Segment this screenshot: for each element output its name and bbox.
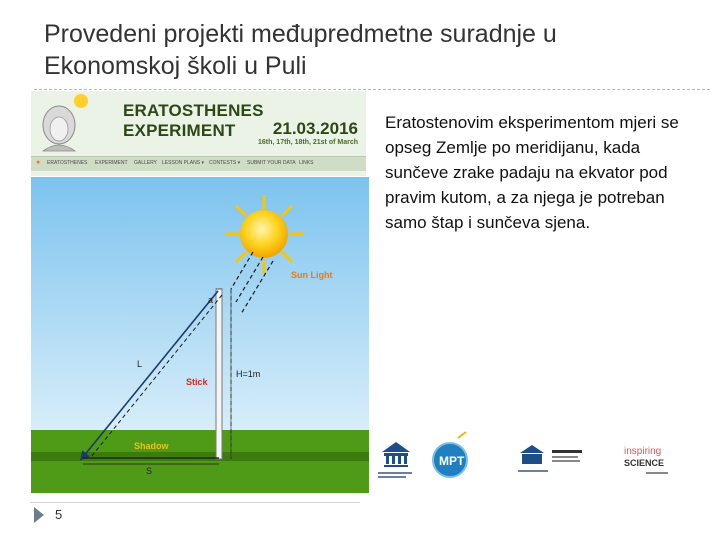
ground — [31, 430, 369, 493]
body-text: Eratostenovim eksperimentom mjeri se opseg Zemlje po meridijanu, kada sunčeve zrake padaju na ekvator pod pravim kutom, a za njega je potreban samo štap i sunčeva sjena. — [385, 113, 679, 232]
nav-item-submit-data[interactable]: SUBMIT YOUR DATA — [247, 160, 296, 166]
title-divider — [34, 89, 710, 90]
eratosthenes-banner — [31, 91, 366, 176]
stick-label: Stick — [186, 377, 208, 387]
slide-arrow-icon — [34, 507, 44, 523]
shadow-length-label: S — [146, 466, 153, 476]
mpt-logo-text: MPT — [439, 454, 465, 468]
banner-nav — [31, 156, 366, 171]
sun-light-label: Sun Light — [291, 270, 333, 280]
height-label: H=1m — [236, 369, 261, 379]
nav-item-experiment[interactable]: EXPERIMENT — [95, 160, 128, 166]
sun-icon — [226, 195, 303, 273]
angle-label: a — [208, 295, 214, 305]
nav-item-eratosthenes[interactable]: ERATOSTHENES — [47, 160, 88, 166]
banner-title: ERATOSTHENES EXPERIMENT — [123, 101, 264, 140]
nav-item-contests[interactable]: CONTESTS ▾ — [209, 160, 241, 166]
partner-logos — [372, 420, 682, 498]
inspiring-science-logo — [624, 446, 668, 474]
nav-item-lesson-plans[interactable]: LESSON PLANS ▾ — [162, 160, 204, 166]
nav-item-gallery[interactable]: GALLERY — [134, 160, 157, 166]
stick — [216, 289, 222, 459]
banner-date: 21.03.2016 — [272, 119, 358, 138]
science-logo-text: SCIENCE — [624, 458, 665, 468]
unesco-venice-logo — [518, 445, 582, 472]
eratosthenes-diagram — [31, 177, 369, 493]
nav-item-links[interactable]: LINKS — [299, 160, 314, 166]
shadow-band — [31, 452, 369, 461]
length-label: L — [137, 359, 143, 369]
inspiring-logo-text: inspiring — [624, 446, 662, 457]
banner-subtitle: 16th, 17th, 18th, 21st of March — [258, 139, 358, 146]
shadow-label: Shadow — [134, 441, 169, 451]
home-icon[interactable]: ● — [36, 159, 41, 166]
mpt-logo — [433, 432, 467, 477]
footer-divider — [30, 502, 360, 503]
slide-number: 5 — [55, 507, 63, 522]
slide-title: Provedeni projekti međupredmetne suradnje u Ekonomskoj školi u Puli — [44, 20, 557, 80]
unesco-logo — [378, 442, 412, 478]
eratosthenes-portrait — [31, 91, 121, 156]
